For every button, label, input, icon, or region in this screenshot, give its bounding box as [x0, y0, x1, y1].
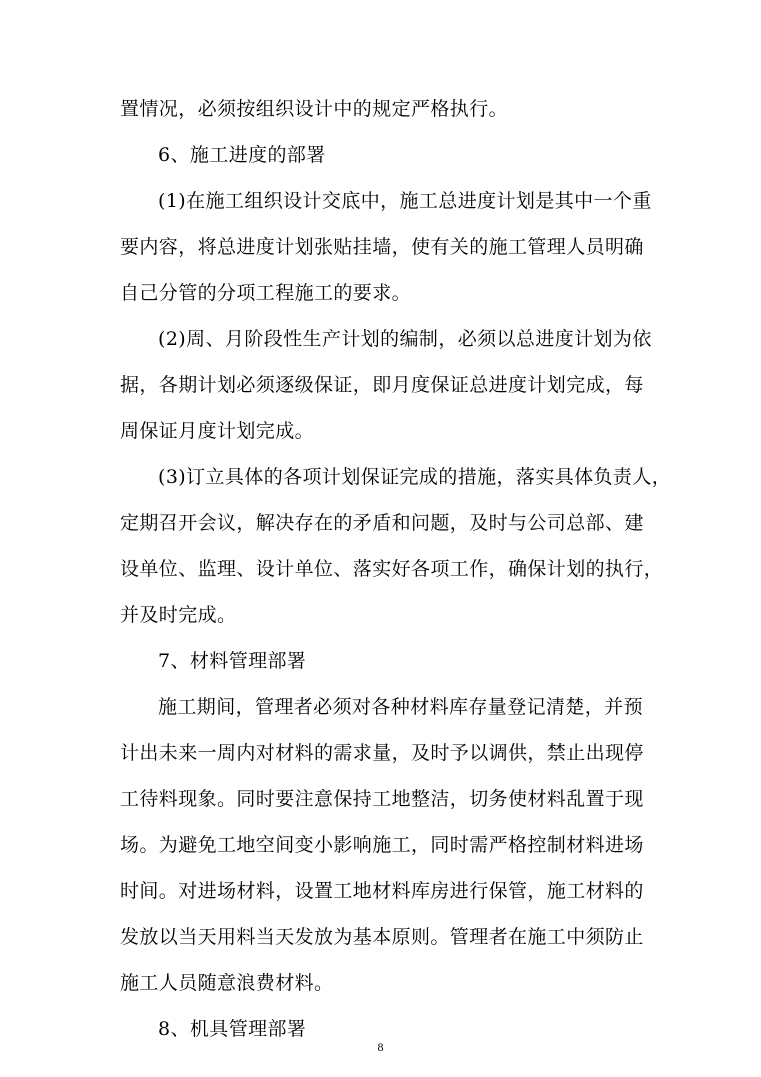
text-line: 发放以当天用料当天发放为基本原则。管理者在施工中须防止	[120, 926, 644, 948]
text-line: 设单位、监理、设计单位、落实好各项工作，确保计划的执行，	[120, 558, 664, 580]
text-line: 计出未来一周内对材料的需求量，及时予以调供，禁止出现停	[120, 742, 644, 764]
text-line: 周保证月度计划完成。	[120, 420, 315, 442]
section-heading: 8、机具管理部署	[158, 1018, 307, 1040]
text-line: (1)在施工组织设计交底中，施工总进度计划是其中一个重	[158, 190, 652, 212]
text-line: 要内容，将总进度计划张贴挂墙，使有关的施工管理人员明确	[120, 236, 644, 258]
text-line: 时间。对进场材料，设置工地材料库房进行保管，施工材料的	[120, 880, 644, 902]
text-line: 施工人员随意浪费材料。	[120, 972, 334, 994]
text-line: 定期召开会议，解决存在的矛盾和问题，及时与公司总部、建	[120, 512, 644, 534]
text-line: 工待料现象。同时要注意保持工地整洁，切务使材料乱置于现	[120, 788, 644, 810]
text-line: (3)订立具体的各项计划保证完成的措施，落实具体负责人，	[158, 466, 672, 488]
text-line: 据，各期计划必须逐级保证，即月度保证总进度计划完成，每	[120, 374, 644, 396]
text-line: 置情况，必须按组织设计中的规定严格执行。	[120, 98, 509, 120]
section-heading: 6、施工进度的部署	[158, 144, 326, 166]
page-number: 8	[377, 1040, 384, 1054]
text-line: 施工期间，管理者必须对各种材料库存量登记清楚，并预	[158, 696, 644, 718]
text-line: 自己分管的分项工程施工的要求。	[120, 282, 412, 304]
section-heading: 7、材料管理部署	[158, 650, 307, 672]
text-line: 并及时完成。	[120, 604, 237, 626]
text-line: (2)周、月阶段性生产计划的编制，必须以总进度计划为依	[158, 328, 652, 350]
text-line: 场。为避免工地空间变小影响施工，同时需严格控制材料进场	[120, 834, 644, 856]
